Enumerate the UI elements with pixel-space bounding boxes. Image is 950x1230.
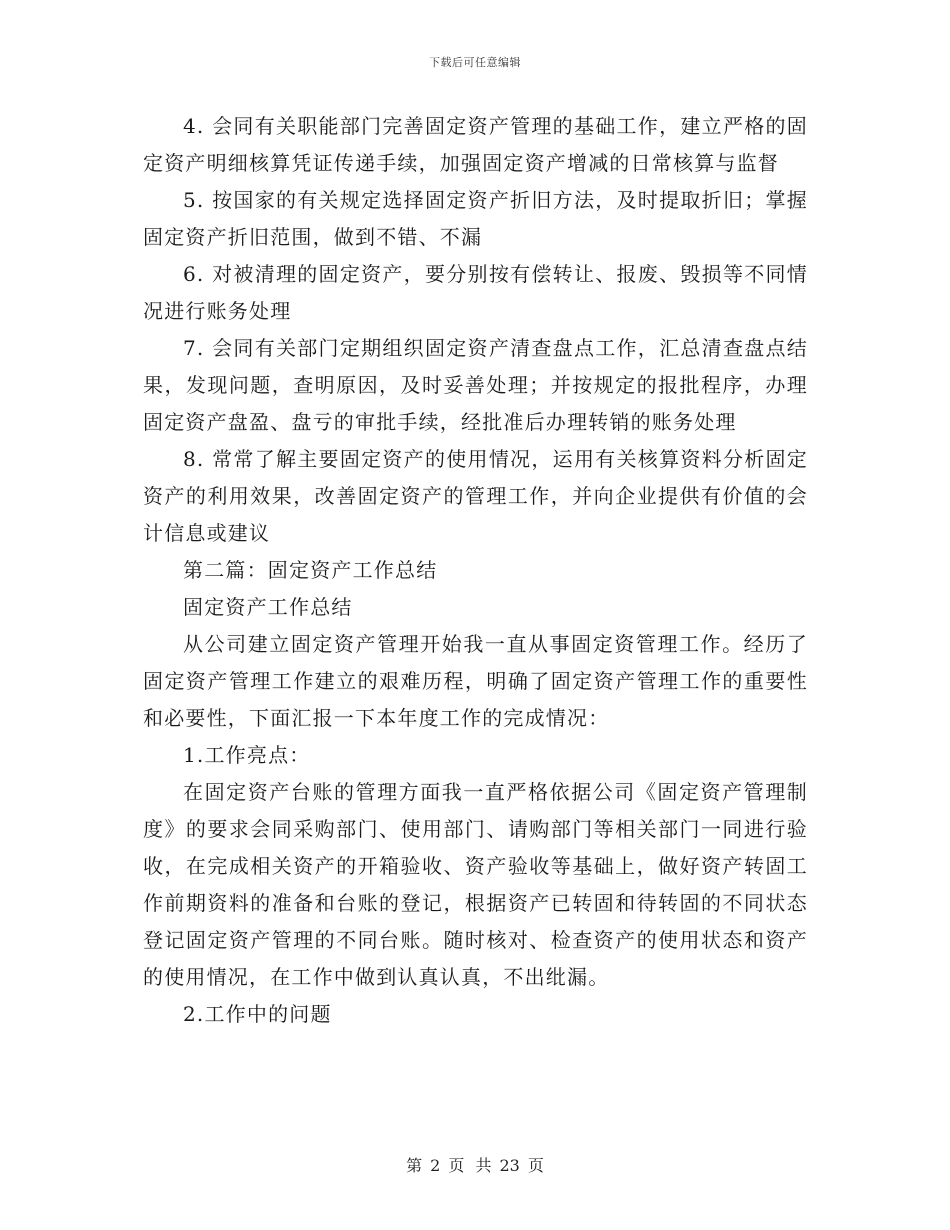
intro-paragraph: 从公司建立固定资产管理开始我一直从事固定资管理工作。经历了固定资产管理工作建立的艰难历程，明确了固定资产管理工作的重要性和必要性，下面汇报一下本年度工作的完成情况： xyxy=(143,632,808,730)
paragraph-item-8: 8. 常常了解主要固定资产的使用情况，运用有关核算资料分析固定资产的利用效果，改善固定资产的管理工作，并向企业提供有价值的会计信息或建议 xyxy=(143,447,808,545)
section-heading: 第二篇：固定资产工作总结 xyxy=(183,558,438,582)
footer-mid: 页 共 xyxy=(448,1156,492,1175)
paragraph-item-5: 5. 按国家的有关规定选择固定资产折旧方法，及时提取折旧；掌握固定资产折旧范围，做到不错、不漏 xyxy=(143,188,808,249)
subheading-highlights: 1.工作亮点： xyxy=(183,743,311,767)
paragraph-item-6: 6. 对被清理的固定资产，要分别按有偿转让、报废、毁损等不同情况进行账务处理 xyxy=(143,262,808,323)
highlights-paragraph: 在固定资产台账的管理方面我一直严格依据公司《固定资产管理制度》的要求会同采购部门、使用部门、请购部门等相关部门一同进行验收，在完成相关资产的开箱验收、资产验收等基础上，做好资产转固工作前期资料的准备和台账的登记，根据资产已转固和待转固的不同状态登记固定资产管理的不同台账。随时核对、检查资产的使用状态和资产的使用情况，在工作中做到认真认真，不出纰漏。 xyxy=(143,780,808,989)
footer-prefix: 第 xyxy=(406,1156,423,1175)
paragraph-item-7: 7. 会同有关部门定期组织固定资产清查盘点工作，汇总清查盘点结果，发现问题，查明原因，及时妥善处理；并按规定的报批程序，办理固定资产盘盈、盘亏的审批手续，经批准后办理转销的账务处理 xyxy=(143,336,808,434)
document-body xyxy=(143,108,808,1033)
footer-page-number: 2 xyxy=(430,1156,441,1175)
footer-total-pages: 23 xyxy=(499,1156,520,1175)
paragraph-item-4: 4. 会同有关职能部门完善固定资产管理的基础工作，建立严格的固定资产明细核算凭证传递手续，加强固定资产增减的日常核算与监督 xyxy=(143,114,808,175)
subheading-issues: 2.工作中的问题 xyxy=(183,1002,332,1026)
page-footer xyxy=(0,1153,950,1176)
footer-suffix: 页 xyxy=(527,1156,544,1175)
section-title: 固定资产工作总结 xyxy=(183,595,353,619)
page-header-note: 下载后可任意编辑 xyxy=(429,56,521,69)
